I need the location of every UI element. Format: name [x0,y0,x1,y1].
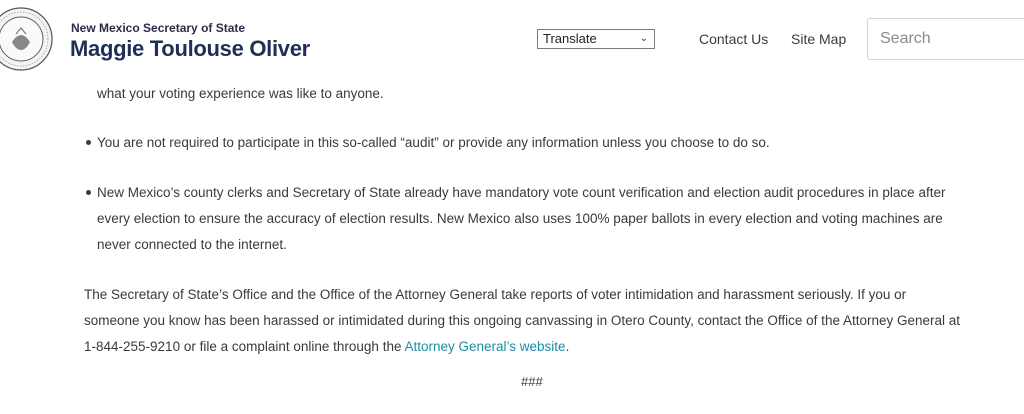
list-item-line: never connected to the internet. [97,237,287,252]
list-item [97,180,945,258]
bullet-marker [86,140,91,145]
state-seal-logo[interactable] [0,6,54,72]
bullet-continuation-line: what your voting experience was like to anyone. [97,86,384,101]
translate-label: Translate [543,31,597,46]
paragraph-line: someone you know has been harassed or intimidated during this ongoing canvassing in Otero County, contact the Office of the Attorney General at [84,313,961,328]
attorney-general-website-link[interactable]: Attorney General’s website [404,339,566,354]
paragraph-text: . [565,339,570,354]
paragraph-line: The Secretary of State’s Office and the Office of the Attorney General take reports of voter intimidation and harassment seriously. If you or [84,287,907,302]
paragraph-line [84,334,960,360]
closing-paragraph [84,282,960,360]
nav-site-map[interactable]: Site Map [791,31,847,47]
list-item-line: New Mexico’s county clerks and Secretary of State already have mandatory vote count verification and election audit procedures in place after [97,185,946,200]
org-name[interactable]: Maggie Toulouse Oliver [70,36,310,61]
org-subtitle[interactable]: New Mexico Secretary of State [71,21,246,35]
paragraph-text: 1-844-255-9210 or file a complaint online through the [84,339,405,354]
end-marker: ### [521,374,543,389]
list-item-line: every election to ensure the accuracy of election results. New Mexico also uses 100% paper ballots in every election and voting machines are [97,211,943,226]
nav-contact-us[interactable]: Contact Us [699,31,769,47]
list-item [97,130,770,156]
list-item-line: You are not required to participate in this so-called “audit” or provide any information unless you choose to do so. [97,135,770,150]
site-header [0,0,1024,76]
search-placeholder: Search [880,30,931,47]
chevron-down-icon: ⌄ [639,33,648,44]
bullet-marker [86,190,91,195]
translate-select[interactable] [537,29,655,49]
search-input[interactable] [867,18,1024,60]
